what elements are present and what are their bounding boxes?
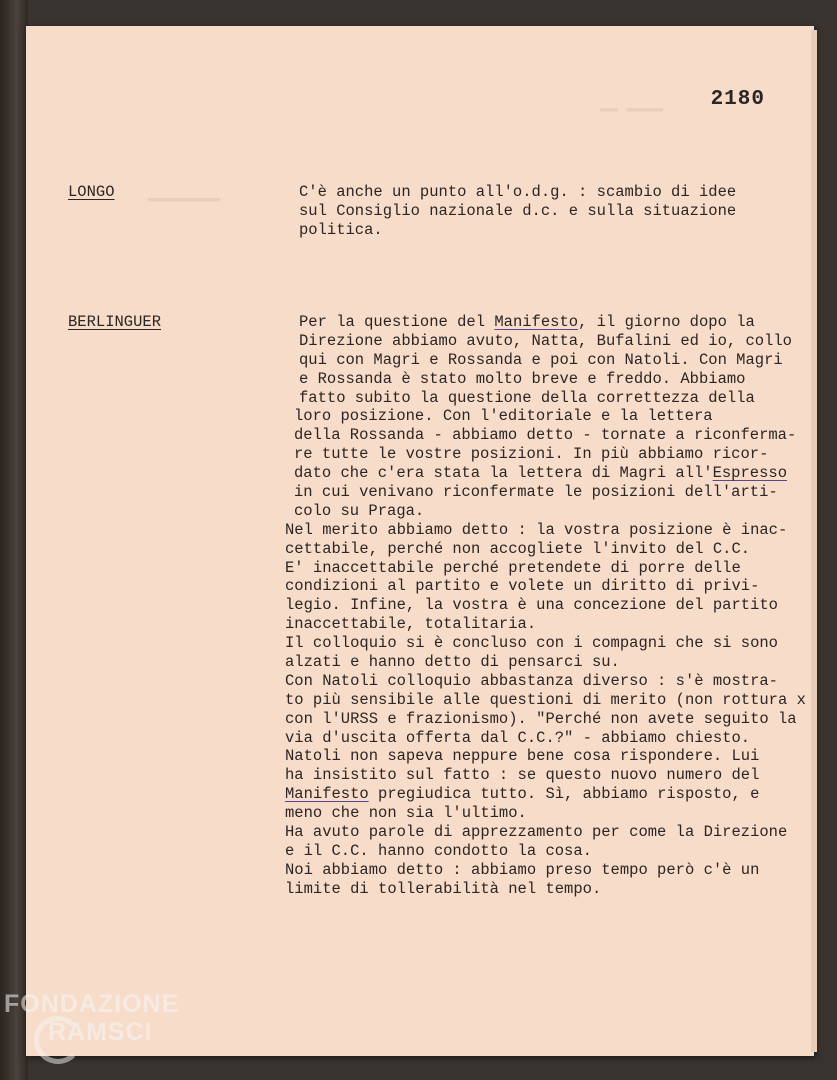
text-line [294, 445, 804, 464]
text-segment: Il colloquio si è concluso con i compagni che si sono [285, 634, 778, 653]
text-line [285, 766, 804, 785]
text-line [294, 483, 804, 502]
text-segment: meno che non sia l'ultimo. [285, 804, 527, 823]
text-line [285, 653, 804, 672]
text-segment: Ha avuto parole di apprezzamento per come la Direzione [285, 823, 788, 842]
text-segment: e Rossanda è stato molto breve e freddo. Abbiamo [299, 369, 746, 388]
text-segment: limite di tollerabilità nel tempo. [285, 879, 602, 898]
text-line [285, 785, 804, 804]
fondazione-gramsci-watermark-logo [4, 990, 204, 1060]
speech-longo [299, 183, 736, 240]
text-segment: re tutte le vostre posizioni. In più abbiamo ricor- [294, 445, 769, 464]
speech-berlinguer [285, 313, 806, 899]
text-line [294, 464, 804, 483]
text-line [285, 861, 804, 880]
text-segment: alzati e hanno detto di pensarci su. [285, 653, 620, 672]
text-line [285, 842, 804, 861]
text-line [299, 370, 804, 389]
text-segment: Per la questione del [299, 313, 495, 331]
text-segment: ha insistito sul fatto : se questo nuovo numero del [285, 766, 760, 785]
text-segment: inaccettabile, totalitaria. [285, 615, 537, 634]
text-line [285, 596, 804, 615]
text-line [299, 221, 736, 240]
underlined-title: Espresso [712, 464, 787, 483]
text-line [285, 521, 804, 540]
text-line [285, 729, 804, 748]
text-segment: politica. [299, 220, 383, 239]
text-line [299, 332, 804, 351]
text-segment: C'è anche un punto all'o.d.g. : scambio di idee [299, 183, 737, 201]
text-line [294, 426, 804, 445]
text-line [294, 502, 804, 521]
text-segment: e il C.C. hanno condotto la cosa. [285, 841, 592, 860]
text-line [299, 202, 736, 221]
text-line [285, 634, 804, 653]
text-segment: , il giorno dopo la [578, 313, 755, 331]
text-segment: Natoli non sapeva neppure bene cosa rispondere. Lui [285, 747, 760, 766]
underlined-title: Manifesto [494, 313, 579, 331]
text-line [285, 559, 804, 578]
text-segment: via d'uscita offerta dal C.C.?" - abbiamo chiesto. [285, 728, 751, 747]
speaker-label-berlinguer: BERLINGUER [68, 313, 162, 331]
text-line [299, 313, 804, 332]
text-line [285, 880, 804, 899]
page-number: 2180 [710, 88, 765, 111]
text-line [285, 577, 804, 596]
text-segment: Nel merito abbiamo detto : la vostra posizione è inac- [285, 520, 788, 539]
text-line [285, 672, 804, 691]
text-line [285, 710, 804, 729]
text-segment: dato che c'era stata la lettera di Magri all' [294, 464, 713, 483]
text-line [285, 691, 804, 710]
text-line [285, 823, 804, 842]
text-segment: condizioni al partito e volete un diritto di privi- [285, 577, 760, 596]
text-segment: qui con Magri e Rossanda e poi con Natoli. Con Magri [299, 350, 783, 369]
logo-line2: RAMSCI [48, 1018, 153, 1046]
text-line [285, 615, 804, 634]
page-edge [811, 30, 817, 1052]
text-line [285, 747, 804, 766]
text-line [299, 351, 804, 370]
text-segment: to più sensibile alle questioni di merito (non rottura x [285, 690, 806, 709]
text-segment: Con Natoli colloquio abbastanza diverso : s'è mostra- [285, 671, 778, 690]
underlined-title: Manifesto [285, 785, 369, 804]
text-segment: della Rossanda - abbiamo detto - tornate a riconferma- [294, 426, 797, 445]
text-segment: Direzione abbiamo avuto, Natta, Bufalini ed io, collo [299, 331, 792, 350]
binder-edge [0, 0, 28, 1080]
text-segment: fatto subito la questione della correttezza della [299, 388, 755, 407]
text-segment: loro posizione. Con l'editoriale e la lettera [294, 407, 713, 426]
text-line [285, 804, 804, 823]
speaker-label-longo: LONGO [68, 183, 115, 201]
text-line [299, 183, 736, 202]
logo-line1: FONDAZIONE [4, 990, 180, 1018]
text-segment: E' inaccettabile perché pretendete di porre delle [285, 558, 741, 577]
text-segment: legio. Infine, la vostra è una concezione del partito [285, 596, 778, 615]
text-line [285, 540, 804, 559]
text-segment: cettabile, perché non accogliete l'invito del C.C. [285, 539, 751, 558]
text-segment: colo su Praga. [294, 501, 425, 520]
text-line [299, 389, 804, 408]
text-segment: sul Consiglio nazionale d.c. e sulla situazione [299, 201, 737, 220]
text-segment: pregiudica tutto. Sì, abbiamo risposto, e [368, 785, 760, 804]
text-line [294, 407, 804, 426]
text-segment: Noi abbiamo detto : abbiamo preso tempo però c'è un [285, 860, 760, 879]
text-segment: con l'URSS e frazionismo). "Perché non avete seguito la [285, 709, 797, 728]
text-segment: in cui venivano riconfermate le posizioni dell'arti- [294, 483, 778, 502]
